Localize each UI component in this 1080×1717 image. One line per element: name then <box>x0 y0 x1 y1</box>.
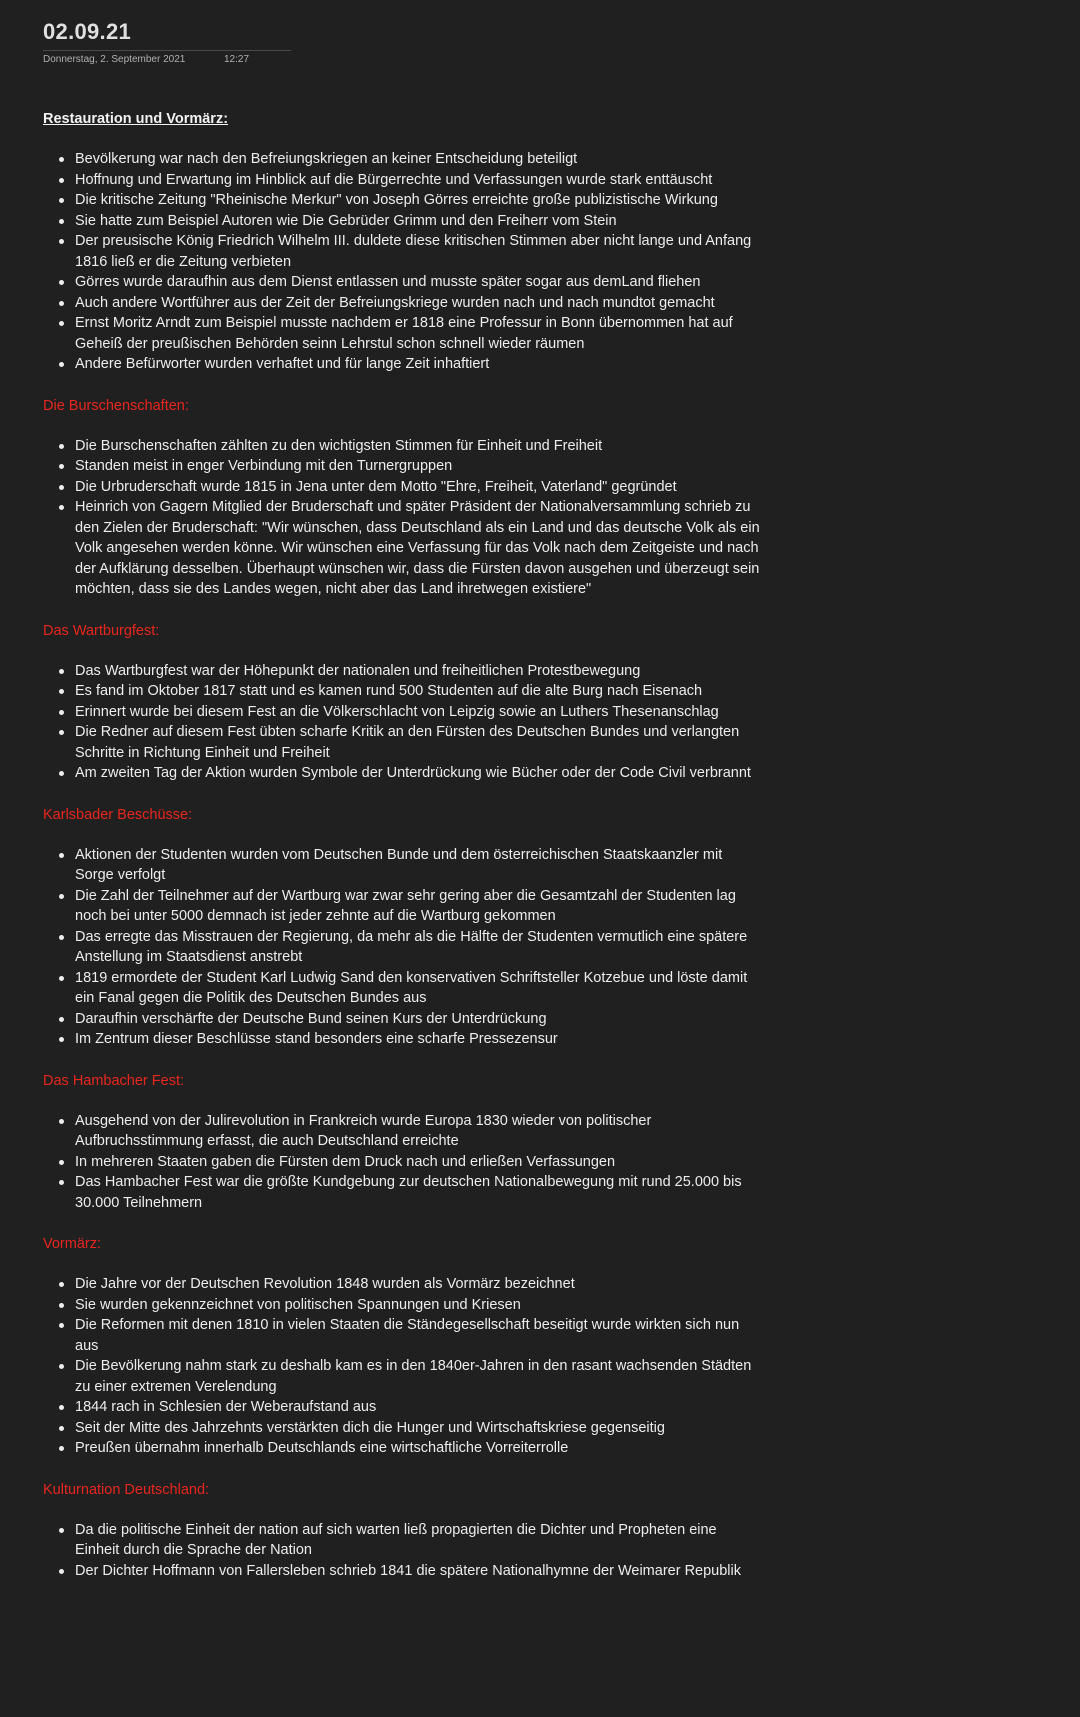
note-header <box>43 18 763 65</box>
bullet-list <box>43 1274 763 1459</box>
bullet-item: Seit der Mitte des Jahrzehnts verstärkten dich die Hunger und Wirtschaftskriese gegenseitig <box>75 1418 763 1439</box>
bullet-item: In mehreren Staaten gaben die Fürsten dem Druck nach und erließen Verfassungen <box>75 1152 763 1173</box>
section-heading: Restauration und Vormärz: <box>43 111 229 127</box>
bullet-item: Am zweiten Tag der Aktion wurden Symbole der Unterdrückung wie Bücher oder der Code Civil verbrannt <box>75 763 763 784</box>
bullet-item: Die Jahre vor der Deutschen Revolution 1848 wurden als Vormärz bezeichnet <box>75 1274 763 1295</box>
note-body[interactable] <box>43 109 763 1581</box>
bullet-item: Preußen übernahm innerhalb Deutschlands eine wirtschaftliche Vorreiterrolle <box>75 1438 763 1459</box>
bullet-item: Die Burschenschaften zählten zu den wichtigsten Stimmen für Einheit und Freiheit <box>75 436 763 457</box>
bullet-item: Die Bevölkerung nahm stark zu deshalb kam es in den 1840er-Jahren in den rasant wachsenden Städten zu einer extremen Verelendung <box>75 1356 763 1397</box>
bullet-item: Die Zahl der Teilnehmer auf der Wartburg war zwar sehr gering aber die Gesamtzahl der Studenten lag noch bei unter 5000 demnach ist jeder zehnte auf die Wartburg gekommen <box>75 886 763 927</box>
note-section <box>43 1071 763 1214</box>
bullet-item: Die Urbruderschaft wurde 1815 in Jena unter dem Motto "Ehre, Freiheit, Vaterland" gegründet <box>75 477 763 498</box>
section-heading: Vormärz: <box>43 1236 102 1252</box>
note-section <box>43 621 763 784</box>
bullet-item: Erinnert wurde bei diesem Fest an die Völkerschlacht von Leipzig sowie an Luthers Thesenanschlag <box>75 702 763 723</box>
section-heading: Das Hambacher Fest: <box>43 1072 185 1089</box>
bullet-list <box>43 661 763 784</box>
note-section <box>43 1234 763 1459</box>
bullet-item: Ernst Moritz Arndt zum Beispiel musste nachdem er 1818 eine Professur in Bonn übernommen hat auf Geheiß der preußischen Behörden seinn Lehrstul schon schnell wieder räumen <box>75 313 763 354</box>
page-title[interactable]: 02.09.21 <box>43 19 132 44</box>
bullet-item: 1819 ermordete der Student Karl Ludwig Sand den konservativen Schriftsteller Kotzebue und löste damit ein Fanal gegen die Politik des Deutschen Bundes aus <box>75 968 763 1009</box>
note-date: Donnerstag, 2. September 2021 <box>43 54 186 65</box>
note-section <box>43 805 763 1050</box>
title-divider <box>43 50 291 51</box>
bullet-item: Andere Befürworter wurden verhaftet und für lange Zeit inhaftiert <box>75 354 763 375</box>
section-heading: Die Burschenschaften: <box>43 397 189 414</box>
note-section <box>43 109 763 375</box>
note-meta <box>43 54 763 65</box>
section-heading: Kulturnation Deutschland: <box>43 1481 210 1498</box>
bullet-item: Das erregte das Misstrauen der Regierung, da mehr als die Hälfte der Studenten vermutlich eine spätere Anstellung im Staatsdienst anstrebt <box>75 927 763 968</box>
bullet-item: Die Redner auf diesem Fest übten scharfe Kritik an den Fürsten des Deutschen Bundes und verlangten Schritte in Richtung Einheit und Freiheit <box>75 722 763 763</box>
bullet-item: Es fand im Oktober 1817 statt und es kamen rund 500 Studenten auf die alte Burg nach Eisenach <box>75 681 763 702</box>
note-page <box>43 18 763 1581</box>
bullet-item: Auch andere Wortführer aus der Zeit der Befreiungskriege wurden nach und nach mundtot gemacht <box>75 293 763 314</box>
bullet-item: Die Reformen mit denen 1810 in vielen Staaten die Ständegesellschaft beseitigt wurde wirkten sich nun aus <box>75 1315 763 1356</box>
bullet-list <box>43 1520 763 1582</box>
bullet-item: Ausgehend von der Julirevolution in Frankreich wurde Europa 1830 wieder von politischer Aufbruchsstimmung erfasst, die auch Deutschland erreichte <box>75 1111 763 1152</box>
note-section <box>43 1480 763 1582</box>
bullet-item: Der Dichter Hoffmann von Fallersleben schrieb 1841 die spätere Nationalhymne der Weimarer Republik <box>75 1561 763 1582</box>
bullet-item: Aktionen der Studenten wurden vom Deutschen Bunde und dem österreichischen Staatskaanzler mit Sorge verfolgt <box>75 845 763 886</box>
bullet-item: Görres wurde daraufhin aus dem Dienst entlassen und musste später sogar aus demLand fliehen <box>75 272 763 293</box>
section-heading: Das Wartburgfest: <box>43 622 160 639</box>
bullet-list <box>43 1111 763 1214</box>
bullet-item: Bevölkerung war nach den Befreiungskriegen an keiner Entscheidung beteiligt <box>75 149 763 170</box>
bullet-item: Hoffnung und Erwartung im Hinblick auf die Bürgerrechte und Verfassungen wurde stark enttäuscht <box>75 170 763 191</box>
bullet-item: Das Hambacher Fest war die größte Kundgebung zur deutschen Nationalbewegung mit rund 25.000 bis 30.000 Teilnehmern <box>75 1172 763 1213</box>
bullet-item: Die kritische Zeitung "Rheinische Merkur" von Joseph Görres erreichte große publizistische Wirkung <box>75 190 763 211</box>
note-section <box>43 396 763 600</box>
bullet-item: Sie wurden gekennzeichnet von politischen Spannungen und Kriesen <box>75 1295 763 1316</box>
bullet-list <box>43 845 763 1050</box>
bullet-item: Da die politische Einheit der nation auf sich warten ließ propagierten die Dichter und Propheten eine Einheit durch die Sprache der Nation <box>75 1520 763 1561</box>
bullet-item: Standen meist in enger Verbindung mit den Turnergruppen <box>75 456 763 477</box>
note-time: 12:27 <box>224 54 250 65</box>
bullet-list <box>43 436 763 600</box>
bullet-item: Sie hatte zum Beispiel Autoren wie Die Gebrüder Grimm und den Freiherr vom Stein <box>75 211 763 232</box>
bullet-item: Der preusische König Friedrich Wilhelm III. duldete diese kritischen Stimmen aber nicht lange und Anfang 1816 ließ er die Zeitung verbieten <box>75 231 763 272</box>
bullet-item: Im Zentrum dieser Beschlüsse stand besonders eine scharfe Pressezensur <box>75 1029 763 1050</box>
section-heading: Karlsbader Beschüsse: <box>43 806 193 823</box>
bullet-list <box>43 149 763 375</box>
bullet-item: 1844 rach in Schlesien der Weberaufstand aus <box>75 1397 763 1418</box>
bullet-item: Daraufhin verschärfte der Deutsche Bund seinen Kurs der Unterdrückung <box>75 1009 763 1030</box>
bullet-item: Heinrich von Gagern Mitglied der Bruderschaft und später Präsident der Nationalversammlung schrieb zu den Zielen der Bruderschaft: "Wir wünschen, dass Deutschland als ein Land und das deutsche Volk als ein Volk angesehen werden könne. Wir wünschen eine Verfassung für das Volk nach dem Zeitgeiste und nach der Aufklärung desselben. Überhaupt wünschen wir, dass die Fürsten davon ausgehen und überzeugt sein möchten, dass sie des Landes wegen, nicht aber das Land ihretwegen existiere" <box>75 497 763 600</box>
bullet-item: Das Wartburgfest war der Höhepunkt der nationalen und freiheitlichen Protestbewegung <box>75 661 763 682</box>
